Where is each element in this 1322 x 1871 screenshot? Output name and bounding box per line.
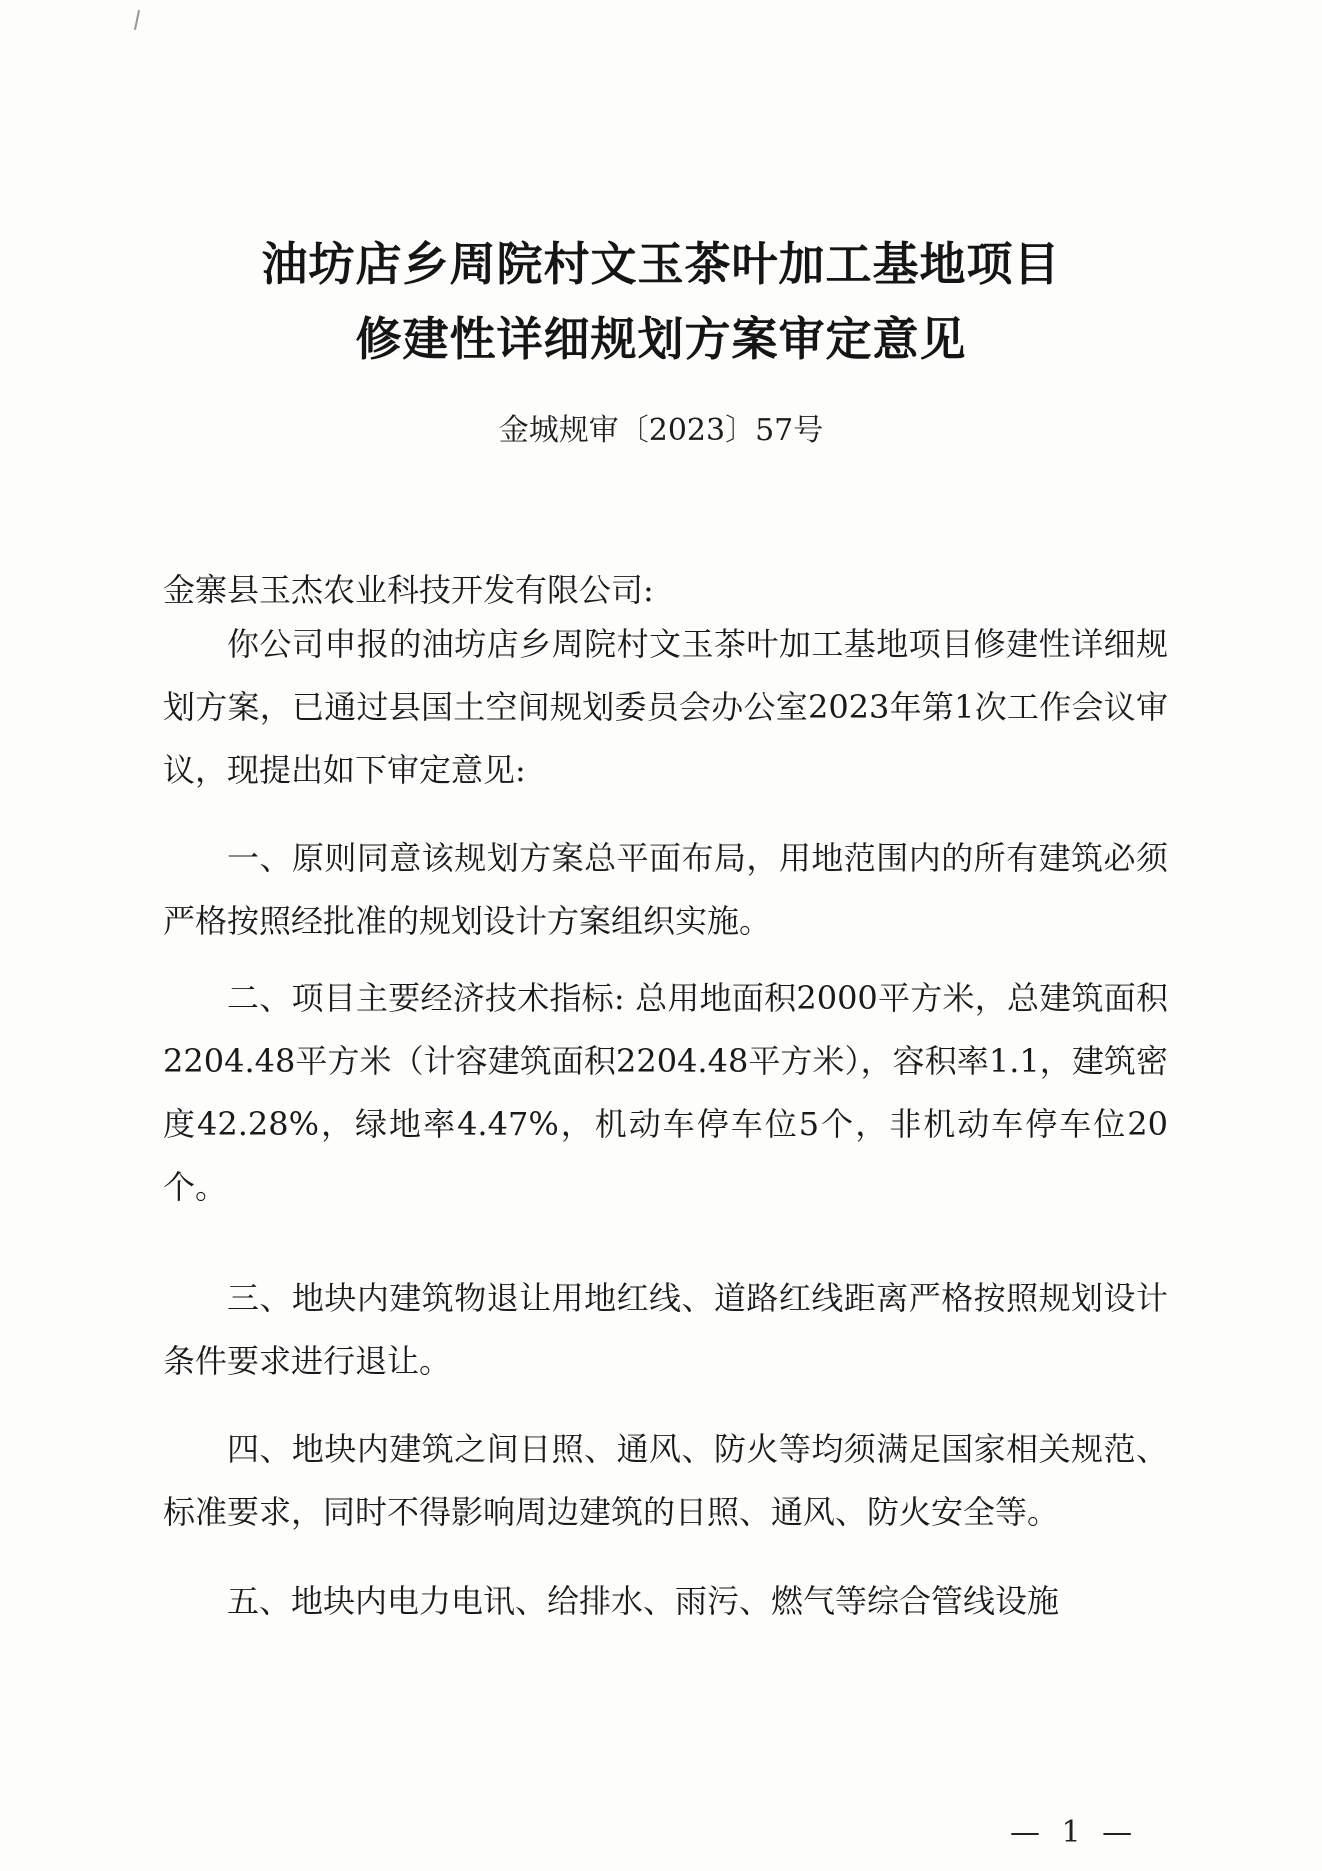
paragraph-item-3: 三、地块内建筑物退让用地红线、道路红线距离严格按照规划设计条件要求进行退让。	[163, 1279, 1168, 1380]
document-title-line2: 修建性详细规划方案审定意见	[355, 312, 967, 366]
scan-mark	[134, 10, 140, 30]
document-title-line1: 油坊店乡周院村文玉茶叶加工基地项目	[261, 237, 1061, 291]
paragraph-item-4: 四、地块内建筑之间日照、通风、防火等均须满足国家相关规范、标准要求，同时不得影响周边建筑的日照、通风、防火安全等。	[163, 1430, 1168, 1531]
addressee: 金寨县玉杰农业科技开发有限公司:	[163, 571, 654, 609]
page-number: — 1 —	[1010, 1815, 1139, 1850]
paragraph-item-1: 一、原则同意该规划方案总平面布局，用地范围内的所有建筑必须严格按照经批准的规划设计方案组织实施。	[163, 839, 1168, 940]
document-number: 金城规审〔2023〕57号	[498, 413, 824, 448]
paragraph-intro: 你公司申报的油坊店乡周院村文玉茶叶加工基地项目修建性详细规划方案，已通过县国土空间规划委员会办公室2023年第1次工作会议审议，现提出如下审定意见:	[163, 625, 1168, 789]
paragraph-item-2: 二、项目主要经济技术指标: 总用地面积2000平方米，总建筑面积2204.48平方米（计容建筑面积2204.48平方米），容积率1.1，建筑密度42.28%，绿地率4.47%，机动车停车位5个，非机动车停车位20个。	[163, 979, 1168, 1206]
paragraph-item-5: 五、地块内电力电讯、给排水、雨污、燃气等综合管线设施	[227, 1582, 1060, 1620]
